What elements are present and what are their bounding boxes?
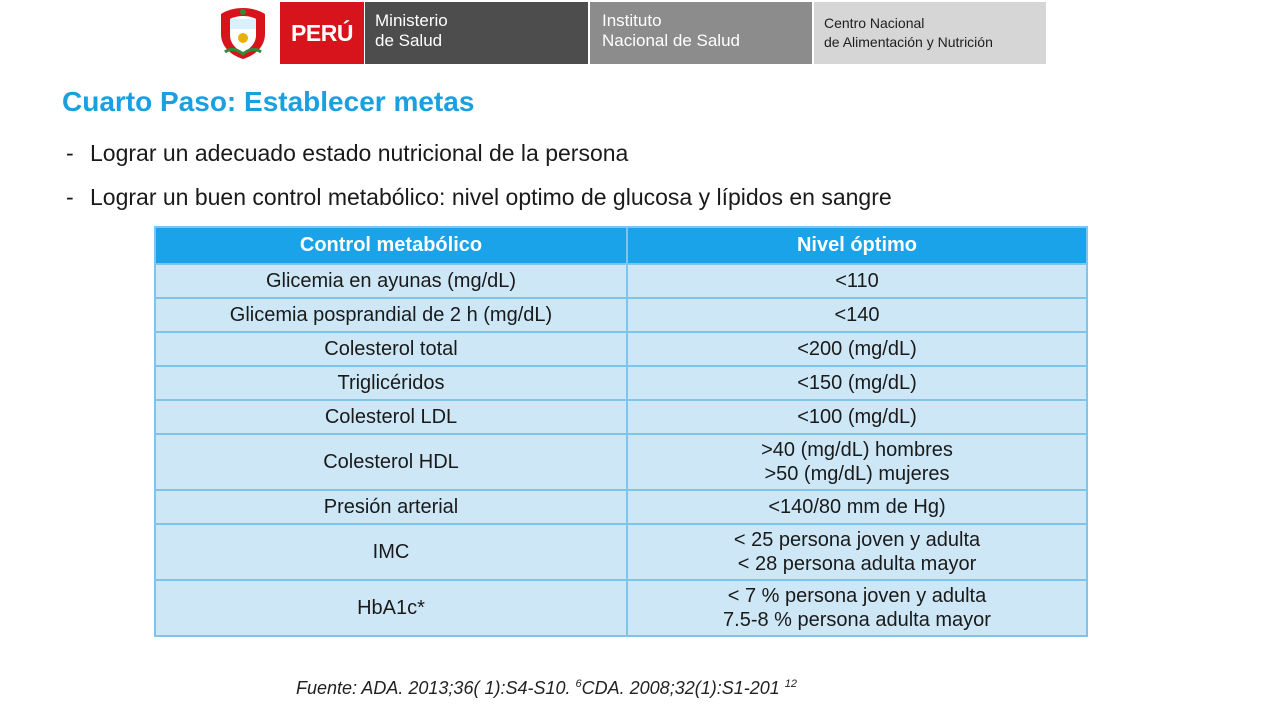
value-line: <150 (mg/dL)	[797, 372, 917, 394]
table-row	[155, 366, 1087, 400]
value-line: < 7 % persona joven y adulta	[727, 585, 987, 607]
param-cell: Glicemia en ayunas (mg/dL)	[155, 264, 627, 298]
peru-logo: PERÚ	[280, 2, 364, 64]
ins-line: Instituto	[602, 11, 662, 30]
institution-banner	[205, 2, 1046, 64]
source-sup2: 12	[784, 678, 798, 690]
param-cell: Colesterol LDL	[155, 400, 627, 434]
value-cell	[627, 366, 1087, 400]
bullet-dash: -	[66, 184, 74, 210]
param-cell: Glicemia posprandial de 2 h (mg/dL)	[155, 298, 627, 332]
value-cell	[627, 434, 1087, 490]
table-row	[155, 490, 1087, 524]
table-row	[155, 332, 1087, 366]
table-row	[155, 524, 1087, 580]
value-line: >50 (mg/dL) mujeres	[764, 463, 950, 485]
table-row	[155, 264, 1087, 298]
bullet-item	[66, 180, 892, 224]
value-line: <100 (mg/dL)	[797, 406, 917, 428]
source-part2: CDA. 2008;32(1):S1-201	[581, 678, 780, 698]
ins-line: Nacional de Salud	[602, 31, 740, 50]
centro-nacional-label	[812, 2, 1046, 64]
cenan-line: de Alimentación y Nutrición	[824, 34, 993, 50]
cenan-line: Centro Nacional	[824, 15, 925, 31]
value-line: >40 (mg/dL) hombres	[761, 439, 953, 461]
param-cell: IMC	[155, 524, 627, 580]
value-line: 7.5-8 % persona adulta mayor	[723, 609, 991, 631]
source-part1: Fuente: ADA. 2013;36( 1):S4-S10.	[296, 678, 571, 698]
bullet-text: Lograr un buen control metabólico: nivel optimo de glucosa y lípidos en sangre	[90, 184, 892, 210]
value-cell	[627, 490, 1087, 524]
value-cell	[627, 400, 1087, 434]
value-line: <140/80 mm de Hg)	[768, 496, 946, 518]
param-cell: HbA1c*	[155, 580, 627, 636]
source-sup1: 6	[575, 678, 582, 690]
metabolic-control-table	[154, 226, 1088, 637]
coat-of-arms-logo	[205, 2, 280, 64]
value-cell	[627, 524, 1087, 580]
table-row	[155, 298, 1087, 332]
header-nivel-optimo: Nivel óptimo	[627, 227, 1087, 264]
param-cell: Presión arterial	[155, 490, 627, 524]
value-cell	[627, 298, 1087, 332]
table-row	[155, 434, 1087, 490]
instituto-nacional-label	[588, 2, 812, 64]
peru-seal-icon	[215, 4, 271, 62]
minsa-line: Ministerio	[375, 11, 448, 30]
value-line: <200 (mg/dL)	[797, 338, 917, 360]
minsa-line: de Salud	[375, 31, 443, 50]
slide-title: Cuarto Paso: Establecer metas	[62, 86, 475, 117]
value-cell	[627, 580, 1087, 636]
source-citation	[296, 678, 797, 699]
bullet-item	[66, 136, 892, 180]
goal-bullet-list	[66, 136, 892, 224]
param-cell: Triglicéridos	[155, 366, 627, 400]
value-cell	[627, 264, 1087, 298]
value-line: < 25 persona joven y adulta	[733, 529, 981, 551]
param-cell: Colesterol HDL	[155, 434, 627, 490]
value-cell	[627, 332, 1087, 366]
ministerio-salud-label	[364, 2, 588, 64]
table-row	[155, 580, 1087, 636]
table-row	[155, 400, 1087, 434]
bullet-dash: -	[66, 140, 74, 166]
bullet-text: Lograr un adecuado estado nutricional de la persona	[90, 140, 629, 166]
value-line: <110	[835, 270, 879, 292]
value-line: <140	[834, 304, 880, 326]
param-cell: Colesterol total	[155, 332, 627, 366]
value-line: < 28 persona adulta mayor	[737, 553, 977, 575]
header-control-metabolico: Control metabólico	[155, 227, 627, 264]
table-header-row	[155, 227, 1087, 264]
